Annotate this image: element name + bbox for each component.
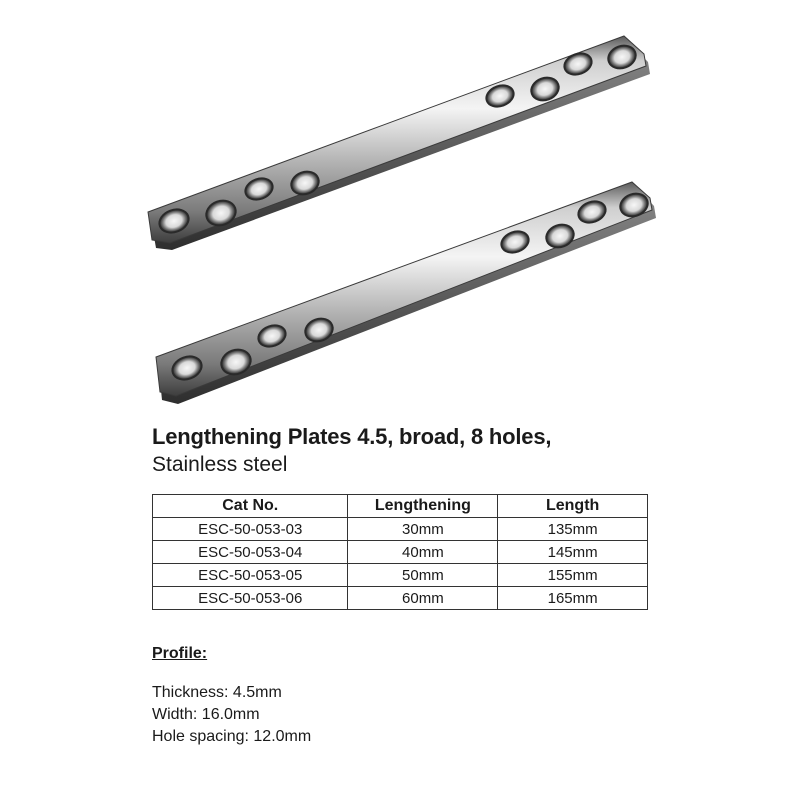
- table-row: [153, 518, 648, 541]
- cell-cat-no: ESC-50-053-06: [153, 587, 348, 610]
- product-title: Lengthening Plates 4.5, broad, 8 holes,: [152, 424, 552, 449]
- table-row: [153, 564, 648, 587]
- cell-length: 165mm: [498, 587, 648, 610]
- header-length: Length: [498, 495, 648, 518]
- table-row: [153, 541, 648, 564]
- profile-hole-spacing: Hole spacing: 12.0mm: [152, 728, 312, 745]
- header-lengthening: Lengthening: [348, 495, 498, 518]
- cell-length: 155mm: [498, 564, 648, 587]
- cell-length: 135mm: [498, 518, 648, 541]
- specification-table: [152, 494, 648, 610]
- profile-heading: Profile:: [152, 645, 208, 662]
- profile-thickness: Thickness: 4.5mm: [152, 684, 282, 701]
- cell-lengthening: 60mm: [348, 587, 498, 610]
- cell-cat-no: ESC-50-053-03: [153, 518, 348, 541]
- profile-width: Width: 16.0mm: [152, 706, 260, 723]
- cell-cat-no: ESC-50-053-05: [153, 564, 348, 587]
- table-header-row: [153, 495, 648, 518]
- cell-lengthening: 50mm: [348, 564, 498, 587]
- cell-lengthening: 30mm: [348, 518, 498, 541]
- cell-lengthening: 40mm: [348, 541, 498, 564]
- cell-length: 145mm: [498, 541, 648, 564]
- product-subtitle: Stainless steel: [152, 453, 288, 476]
- table-row: [153, 587, 648, 610]
- header-cat-no: Cat No.: [153, 495, 348, 518]
- cell-cat-no: ESC-50-053-04: [153, 541, 348, 564]
